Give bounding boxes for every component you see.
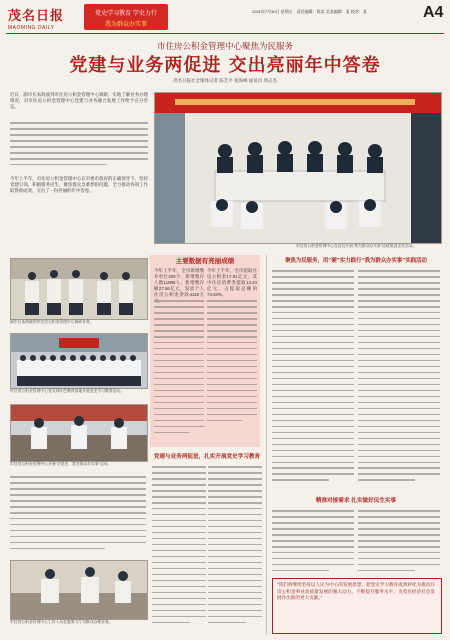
stats-box-title: 主要数据有亮丽成绩 <box>175 257 235 265</box>
meeting-photo-image <box>155 93 441 243</box>
meeting-photo <box>154 92 442 244</box>
section-title-livelihood: 精准对接需求 扎实做好民生实事 <box>315 498 397 504</box>
section-title-party-building: 党建与业务两促进，扎实开展党史学习教育 <box>153 454 261 460</box>
service-col-b <box>358 270 440 492</box>
newspaper-logo-subtitle: MAOMING DAILY <box>8 25 55 31</box>
party-group-photo <box>10 333 148 389</box>
banner-line1: 党史学习教育 学史力行 <box>95 11 157 17</box>
activity-photo-caption: 市住房公积金管理中心开展“学党史、我为群众办实事”活动。 <box>10 462 112 466</box>
party-building-col-a <box>152 466 206 634</box>
article-headline: 党建与业务两促进 交出亮丽年中答卷 <box>69 55 381 76</box>
stats-column-1-lines <box>154 300 204 444</box>
header-rule <box>6 33 444 34</box>
stats-column-1: 今年上半年，全市新增缴存单位329个，新增缴存人数11988人；新增缴存额27.66亿元，发放个人住房公积金贷款4118万 <box>154 268 204 297</box>
livelihood-col-a <box>272 510 354 574</box>
stats-column-2-lines <box>207 300 257 444</box>
livelihood-col-b <box>358 510 440 574</box>
masthead <box>8 5 68 31</box>
party-group-photo-caption: 市住房公积金管理中心党员到红色教育基地开展党史学习教育活动。 <box>10 389 124 393</box>
service-hall-photo-image <box>11 561 147 619</box>
service-hall-photo <box>10 560 148 620</box>
party-group-photo-image <box>11 334 147 388</box>
intro-body-lines <box>10 122 148 174</box>
visit-photo <box>10 258 148 320</box>
visit-photo-image <box>11 259 147 319</box>
banner-line2: 我为群众办实事 <box>104 22 147 28</box>
intro-paragraph-2: 今年上半年，市住房公积金管理中心在市委市政府的正确领导下，坚持党建引领，积极服务民生，聚焦群众急难愁盼问题，全力推动各项工作取得新成效，交出了一份亮丽的年中答卷。 <box>10 176 148 193</box>
page-number: A4 <box>423 4 444 21</box>
service-col-a <box>272 270 354 492</box>
stats-column-2: 今年上半年，全市提取住房公积金17.91亿元，其中住房消费类提取13.24亿元，占提取总额的73.93%。 <box>207 268 257 297</box>
campaign-banner <box>84 4 168 30</box>
intro-paragraph-1: 近日，副市长朱海波到市住房公积金管理中心调研，实地了解业务办理情况，对市住房公积金管理中心党建与业务融合发展工作给予充分肯定。 <box>10 92 148 109</box>
party-building-col-b <box>208 466 262 634</box>
newspaper-logo: 茂名日报 <box>8 9 65 24</box>
meeting-photo-caption: 市住房公积金管理中心在信宜开展“我为群众办实事”送政策进企业活动。 <box>296 244 417 248</box>
visit-photo-caption: 副市长朱海波到市住房公积金管理中心调研业务。 <box>10 320 94 324</box>
service-hall-photo-caption: 市住房公积金管理中心工作人员在服务大厅为群众办理业务。 <box>10 620 113 624</box>
edition-info: 2021年7月30日 星期五 责任编辑：陈某 美术编辑：某 校对：某 <box>252 9 367 14</box>
article-byline: 茂名日报社全媒体记者 陈艺平 张海峰 通讯员 周志杰 <box>173 78 277 83</box>
quote-text: “我们将继续坚持以人民为中心的发展思想，把党史学习教育成果转化为推动住房公积金事业高质量发展的强大动力，不断提升服务水平，为茂名经济社会发展作出新的更大贡献。” <box>277 582 435 600</box>
activity-photo-image <box>11 405 147 461</box>
article-kicker: 市住房公积金管理中心聚焦为民服务 <box>156 42 293 52</box>
activity-photo <box>10 404 148 462</box>
column-divider <box>266 255 267 635</box>
section-title-service: 聚焦为民服务，用“硬”实力践行“我为群众办实事”实践活动 <box>285 258 427 264</box>
left-body-lines <box>10 476 146 556</box>
